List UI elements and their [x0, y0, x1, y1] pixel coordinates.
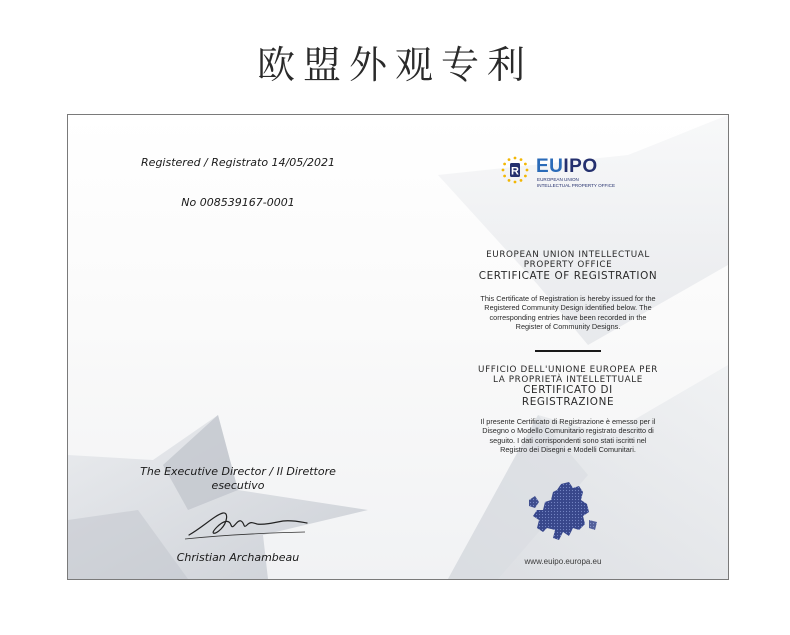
- logo-star: [508, 158, 511, 161]
- logo-star: [520, 158, 523, 161]
- certificate: [67, 114, 729, 580]
- office-name-english: EUROPEAN UNION INTELLECTUAL PROPERTY OFFICE: [486, 250, 650, 270]
- logo-star: [520, 179, 523, 182]
- logo-star: [503, 163, 506, 166]
- director-name: Christian Archambeau: [176, 551, 300, 564]
- signature-image: [183, 505, 313, 545]
- logo-star: [508, 179, 511, 182]
- europe-map-image: [523, 480, 603, 548]
- office-name-italian: UFFICIO DELL'UNIONE EUROPEA PER LA PROPRIETÀ INTELLETTUALE: [478, 365, 658, 385]
- eu-stars-logo-icon: [500, 155, 530, 185]
- euipo-logo: [500, 155, 640, 189]
- logo-star: [514, 181, 517, 184]
- certificate-heading-english: CERTIFICATE OF REGISTRATION: [478, 270, 658, 282]
- logo-star: [526, 169, 529, 172]
- logo-wordmark: EUIPO: [536, 156, 598, 177]
- certificate-text-italian: Il presente Certificato di Registrazione è emesso per il Disegno o Modello Comunitario registrato descritto di seguito. I dati corrispondenti sono stati iscritti nel Registro dei Disegni e Modelli Comunitari.: [480, 417, 656, 455]
- logo-star: [502, 169, 505, 172]
- registration-number: No 008539167-0001: [181, 196, 295, 209]
- logo-star: [514, 157, 517, 160]
- logo-subtitle: EUROPEAN UNION INTELLECTUAL PROPERTY OFFICE: [537, 177, 616, 188]
- logo-star: [524, 175, 527, 178]
- logo-star: [503, 175, 506, 178]
- certificate-text-english: This Certificate of Registration is hereby issued for the Registered Community Design identified below. The corresponding entries have been recorded in the Register of Community Designs.: [480, 294, 656, 332]
- certificate-heading-italian: CERTIFICATO DI REGISTRAZIONE: [521, 384, 615, 408]
- logo-star: [524, 163, 527, 166]
- page-title: 欧盟外观专利: [256, 43, 533, 87]
- director-title-line2: esecutivo: [211, 479, 265, 492]
- registered-date: Registered / Registrato 14/05/2021: [141, 156, 335, 169]
- website-url: www.euipo.europa.eu: [524, 557, 602, 566]
- svg-text:R: R: [511, 165, 519, 178]
- divider-line: [535, 350, 601, 352]
- director-title: The Executive Director / Il Direttore: [140, 465, 336, 478]
